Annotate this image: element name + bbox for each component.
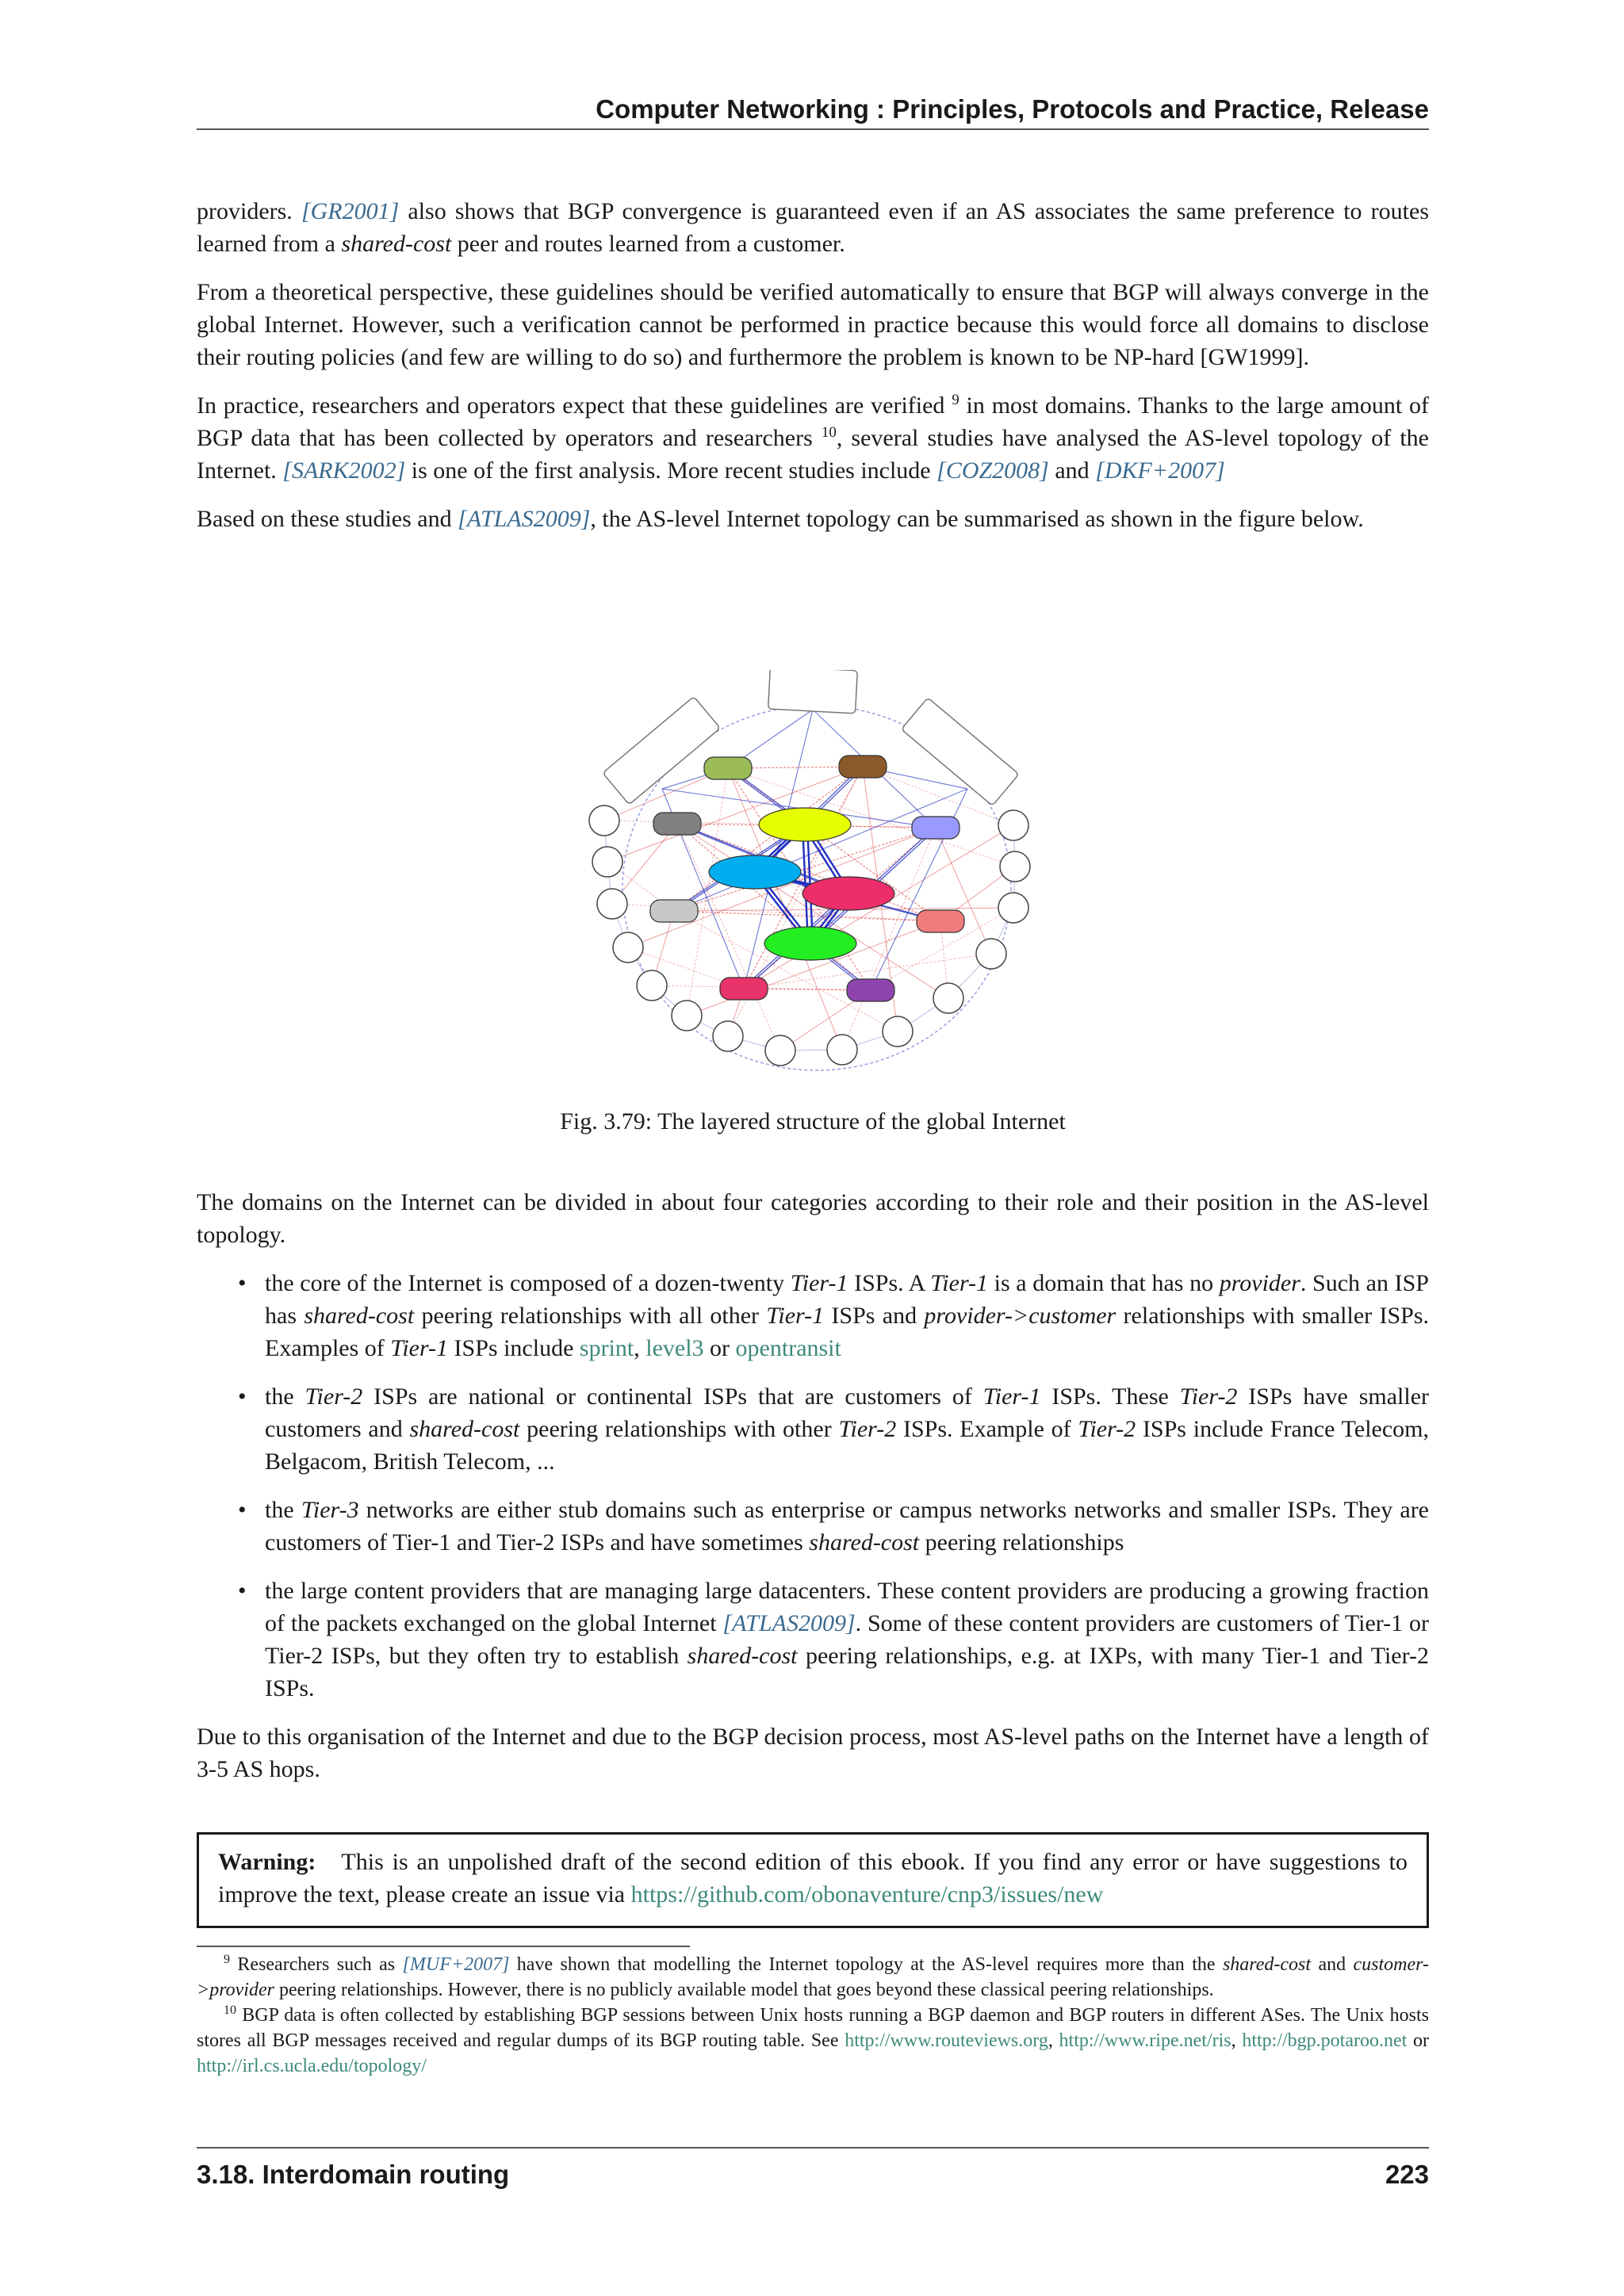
stub-link xyxy=(936,828,991,954)
tier2-isp xyxy=(720,978,768,1000)
internet-topology-figure xyxy=(587,670,1047,1074)
tier1-isp xyxy=(802,877,894,910)
tier3-stub xyxy=(998,893,1028,923)
list-item-tier2: • the Tier-2 ISPs are national or continental ISPs that are customers of Tier-1 ISPs. These Tier-2 ISPs have smaller customers and shared-cost peering relationships with other Tier-2 ISPs. Example of Tier-2 ISPs include France Telecom, Belgacom, British Telecom, ... xyxy=(265,1380,1429,1478)
tier3-stub xyxy=(713,1021,743,1051)
tier3-stub xyxy=(827,1035,857,1065)
tier3-stub xyxy=(883,1016,913,1047)
tier3-stub xyxy=(765,1035,795,1066)
tier2-isp xyxy=(653,813,701,835)
link-potaroo[interactable]: http://bgp.potaroo.net xyxy=(1242,2030,1408,2051)
issue-link[interactable]: https://github.com/obonaventure/cnp3/issues/new xyxy=(630,1881,1104,1908)
citation-atlas2009-2[interactable]: [ATLAS2009] xyxy=(722,1610,856,1636)
paragraph-theoretical: From a theoretical perspective, these guidelines should be verified automatically to ensure that BGP will always converge in the global Internet. However, such a verification cannot be performed in practice because this would force all domains to disclose their routing policies (and few are willing to do so) and furthermore the problem is known to be NP-hard [GW1999]. xyxy=(197,279,1429,370)
citation-dkf2007[interactable]: [DKF+2007] xyxy=(1095,457,1225,484)
tier2-isp xyxy=(917,910,964,932)
body-upper xyxy=(197,195,1429,551)
content-provider-box xyxy=(902,698,1019,806)
paragraph-practice: In practice, researchers and operators expect that these guidelines are verified $^9$ in most domains. Thanks to the large amount of BGP data that has been collected by operators and researchers $^{10}$, several studies have analysed the AS-level topology of the Internet. [SARK2002] is one of the first analysis. More recent studies include [COZ2008] and [DKF+2007] xyxy=(197,392,1429,484)
stub-link xyxy=(677,824,948,998)
tier3-stub xyxy=(998,810,1028,840)
citation-sark2002[interactable]: [SARK2002] xyxy=(282,457,406,484)
book-title: Computer Networking : Principles, Protocols and Practice, Release xyxy=(596,94,1429,124)
link-level3[interactable]: level3 xyxy=(645,1335,704,1361)
tier3-stub xyxy=(976,939,1006,969)
tier3-stub xyxy=(1000,851,1030,882)
link-ripe[interactable]: http://www.ripe.net/ris xyxy=(1059,2030,1231,2051)
link-routeviews[interactable]: http://www.routeviews.org xyxy=(845,2030,1048,2051)
footnotes xyxy=(197,1952,1429,2079)
section-title: 3.18. Interdomain routing xyxy=(197,2160,510,2189)
footnote-10: $^{10}$ BGP data is often collected by establishing BGP sessions between Unix hosts running a BGP daemon and BGP routers in different ASes. The Unix hosts stores all BGP messages received and regular dumps of its BGP routing table. See http://www.routeviews.org, http://www.ripe.net/ris, http://bgp.potaroo.net or http://irl.cs.ucla.edu/topology/ xyxy=(197,2003,1429,2076)
paragraph-convergence: providers. [GR2001] also shows that BGP convergence is guaranteed even if an AS associates the same preference to routes learned from a shared-cost peer and routes learned from a customer. xyxy=(197,198,1429,257)
page-number: 223 xyxy=(1385,2160,1429,2189)
tier1-isp xyxy=(709,855,801,889)
citation-gr2001[interactable]: [GR2001] xyxy=(301,198,400,224)
citation-atlas2009[interactable]: [ATLAS2009] xyxy=(458,506,591,532)
tier2-isp xyxy=(912,817,959,839)
running-header xyxy=(197,89,1429,130)
tier3-stub xyxy=(933,983,963,1013)
list-item-tier3: • the Tier-3 networks are either stub domains such as enterprise or campus networks networks and smaller ISPs. They are customers of Tier-1 and Tier-2 ISPs and have sometimes shared-cost peering relationships xyxy=(265,1494,1429,1559)
tier1-isp xyxy=(759,808,851,841)
footnote-divider xyxy=(197,1946,690,1947)
paragraph-studies: Based on these studies and [ATLAS2009], the AS-level Internet topology can be summarised as shown in the figure below. xyxy=(197,506,1364,532)
citation-muf2007[interactable]: [MUF+2007] xyxy=(402,1954,510,1975)
tier3-stub xyxy=(592,847,622,877)
link-ucla-topology[interactable]: http://irl.cs.ucla.edu/topology/ xyxy=(197,2056,427,2076)
content-provider-box xyxy=(603,697,720,805)
tier3-stub xyxy=(613,932,643,962)
tier3-stub xyxy=(589,806,619,836)
tier1-isp xyxy=(764,927,856,960)
tier3-stub xyxy=(637,970,667,1001)
running-footer xyxy=(197,2147,1429,2193)
footnote-ref-9[interactable]: 9 xyxy=(952,392,959,408)
footnote-ref-10[interactable]: 10 xyxy=(821,424,837,441)
tier3-stub xyxy=(672,1001,702,1031)
body-lower xyxy=(197,1186,1429,1801)
content-provider-box xyxy=(768,670,858,714)
citation-coz2008[interactable]: [COZ2008] xyxy=(936,457,1049,484)
tier3-stub xyxy=(597,889,627,919)
link-opentransit[interactable]: opentransit xyxy=(735,1335,841,1361)
warning-label: Warning: xyxy=(218,1849,316,1875)
figure-caption: Fig. 3.79: The layered structure of the global Internet xyxy=(560,1108,1066,1135)
tier-list xyxy=(197,1267,1429,1705)
tier2-isp xyxy=(839,756,887,778)
list-item-content-providers: • the large content providers that are managing large datacenters. These content providers are producing a growing fraction of the packets exchanged on the global Internet [ATLAS2009]. Some of these content providers are customers of Tier-1 or Tier-2 ISPs, but they often try to establish shared-cost peering relationships, e.g. at IXPs, with many Tier-1 and Tier-2 ISPs. xyxy=(265,1575,1429,1705)
topology-diagram xyxy=(587,670,1047,1074)
topology-nodes xyxy=(589,756,1030,1066)
list-item-tier1: • the core of the Internet is composed of a dozen-twenty Tier-1 ISPs. A Tier-1 is a domain that has no provider. Such an ISP has shared-cost peering relationships with all other Tier-1 ISPs and provider->customer relationships with smaller ISPs. Examples of Tier-1 ISPs include sprint, level3 or opentransit xyxy=(265,1267,1429,1364)
tier2-isp xyxy=(650,900,698,922)
warning-box: Warning: This is an unpolished draft of the second edition of this ebook. If you find any error or have suggestions to improve the text, please create an issue via https://github.com/obonaventure/cnp3/issues/new xyxy=(197,1832,1429,1928)
link-sprint[interactable]: sprint xyxy=(579,1335,634,1361)
stub-link xyxy=(687,768,728,1016)
paragraph-path-length: Due to this organisation of the Internet and due to the BGP decision process, most AS-level paths on the Internet have a length of 3-5 AS hops. xyxy=(197,1724,1429,1782)
footnote-9: $^9$ Researchers such as [MUF+2007] have shown that modelling the Internet topology at the AS-level requires more than the shared-cost and customer->provider peering relationships. However, there is no publicly available model that goes beyond these classical peering relationships. xyxy=(197,1953,1430,2000)
tier2-isp xyxy=(847,979,894,1001)
paragraph-categories: The domains on the Internet can be divided in about four categories according to their role and their position in the AS-level topology. xyxy=(197,1189,1429,1248)
tier2-isp xyxy=(704,757,752,779)
